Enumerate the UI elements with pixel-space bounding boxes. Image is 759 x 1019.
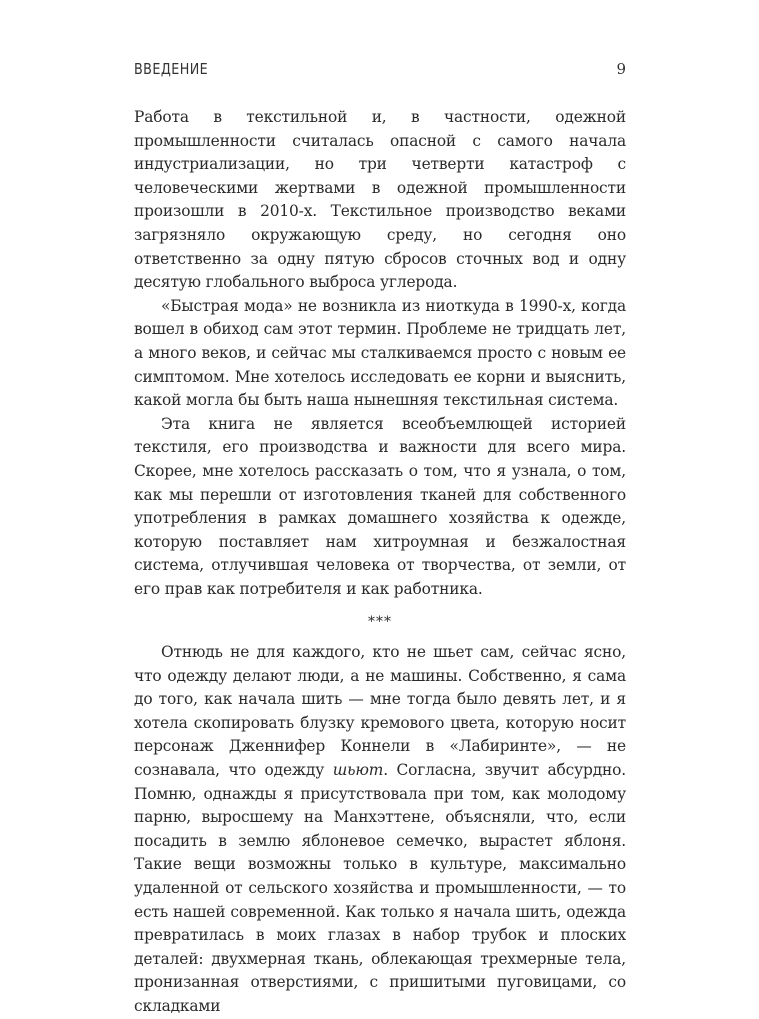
page-header [134, 60, 626, 94]
emphasis-text: шьют [332, 761, 384, 780]
paragraph: «Быстрая мода» не возникла из ниоткуда в 1990-х, когда вошел в обиход сам этот термин. Проблеме не тридцать лет, а много веков, и сейчас мы сталкиваемся просто с новым ее симптомом. Мне хотелось исследовать ее корни и выяснить, какой могла бы быть наша нынешняя текстильная система. [134, 296, 626, 410]
section-separator: *** [368, 614, 392, 631]
paragraph: Эта книга не является всеобъемлющей историей текстиля, его производства и важности для всего мира. Скорее, мне хотелось рассказать о том, что я узнала, о том, как мы перешли от изготовления тканей для собственного употребления в рамках домашнего хозяйства к одежде, которую поставляет нам хитроумная и безжалостная система, отлучившая человека от творчества, от земли, от его прав как потребителя и как работника. [134, 414, 626, 598]
body-text [134, 106, 626, 1019]
paragraph-text: Отнюдь не для каждого, кто не шьет сам, сейчас ясно, что одежду делают люди, а не машины. Собственно, я сама до того, как начала шить — мне тогда было девять лет, и я хотела скопировать блузку кремового цвета, которую носит персонаж Дженнифер Коннели в «Лабиринте», — не сознавала, что одежду [134, 643, 626, 780]
page-number: 9 [616, 60, 626, 78]
paragraph-text: . Согласна, звучит абсурдно. Помню, однажды я присутствовала при том, как молодому парню, выросшему на Манхэттене, объясняли, что, если посадить в землю яблоневое семечко, вырастет яблоня. Такие вещи возможны только в культуре, максимально удаленной от сельского хозяйства и промышленности, — то есть нашей современной. Как только я начала шить, одежда превратилась в моих глазах в набор трубок и плоских деталей: двухмерная ткань, облекающая трехмерные тела, пронизанная отверстиями, с пришитыми пуговицами, со складками [134, 761, 626, 1015]
running-head: ВВЕДЕНИЕ [134, 60, 209, 78]
paragraph: Работа в текстильной и, в частности, одежной промышленности считалась опасной с самого начала индустриализации, но три четверти катастроф с человеческими жертвами в одежной промышленности произошли в 2010-х. Текстильное производство веками загрязняло окружающую среду, но сегодня оно ответственно за одну пятую сбросов сточных вод и одну десятую глобального выброса углерода. [134, 108, 626, 292]
book-page [134, 60, 626, 1019]
paragraph [134, 641, 626, 1019]
